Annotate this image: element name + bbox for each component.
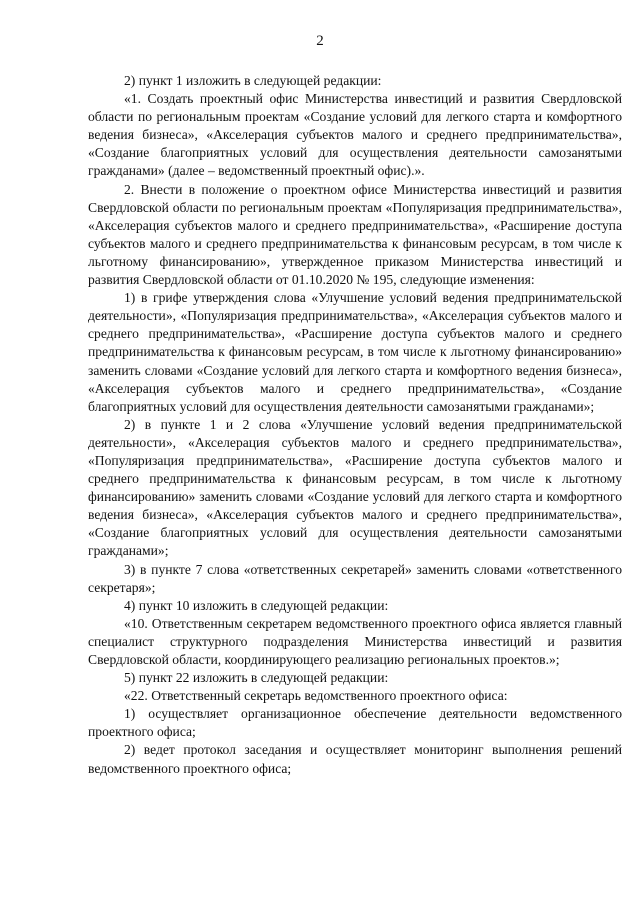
paragraph: 1) в грифе утверждения слова «Улучшение условий ведения предпринимательской деятельности», «Популяризация предпринимательства», «Акселерация субъектов малого и среднего предпринимательства», «Расширение доступа субъектов малого и среднего предпринимательства к финансовым ресурсам, в том числе к льготному финансированию» заменить словами «Создание условий для легкого старта и комфортного ведения бизнеса», «Акселерация субъектов малого и среднего предпринимательства», «Создание благоприятных условий для осуществления деятельности самозанятыми гражданами»;: [88, 290, 622, 414]
paragraph: «22. Ответственный секретарь ведомственного проектного офиса:: [124, 688, 508, 704]
paragraph: «10. Ответственным секретарем ведомственного проектного офиса является главный специалист структурного подразделения Министерства инвестиций и развития Свердловской области, координирующего реализацию региональных проектов.»;: [88, 615, 622, 667]
paragraph: 5) пункт 22 изложить в следующей редакции:: [124, 670, 389, 686]
document-body: [88, 72, 622, 778]
paragraph: 2) ведет протокол заседания и осуществляет мониторинг выполнения решений ведомственного проектного офиса;: [88, 742, 622, 776]
paragraph: 2) в пункте 1 и 2 слова «Улучшение условий ведения предпринимательской деятельности», «Акселерация субъектов малого и среднего предпринимательства», «Популяризация предпринимательства», «Расширение доступа субъектов малого и среднего предпринимательства к финансовым ресурсам, в том числе к льготному финансированию» заменить словами «Создание условий для легкого старта и комфортного ведения бизнеса», «Акселерация субъектов малого и среднего предпринимательства», «Создание благоприятных условий для осуществления деятельности самозанятыми гражданами»;: [88, 416, 622, 559]
paragraph: 2. Внести в положение о проектном офисе Министерства инвестиций и развития Свердловской области по региональным проектам «Популяризация предпринимательства», «Акселерация субъектов малого и среднего предпринимательства», «Расширение доступа субъектов малого и среднего предпринимательства к финансовым ресурсам, в том числе к льготному финансированию», утвержденное приказом Министерства инвестиций и развития Свердловской области от 01.10.2020 № 195, следующие изменения:: [88, 181, 622, 288]
paragraph: «1. Создать проектный офис Министерства инвестиций и развития Свердловской области по региональным проектам «Создание условий для легкого старта и комфортного ведения бизнеса», «Акселерация субъектов малого и среднего предпринимательства», «Создание благоприятных условий для осуществления деятельности самозанятыми гражданами» (далее – ведомственный проектный офис).».: [88, 91, 622, 179]
paragraph: 2) пункт 1 изложить в следующей редакции:: [124, 73, 382, 88]
page-number: 2: [316, 33, 324, 49]
paragraph: 4) пункт 10 изложить в следующей редакции:: [124, 597, 389, 613]
paragraph: 1) осуществляет организационное обеспечение деятельности ведомственного проектного офиса;: [88, 706, 622, 740]
paragraph: 3) в пункте 7 слова «ответственных секретарей» заменить словами «ответственного секретаря»;: [88, 561, 622, 595]
